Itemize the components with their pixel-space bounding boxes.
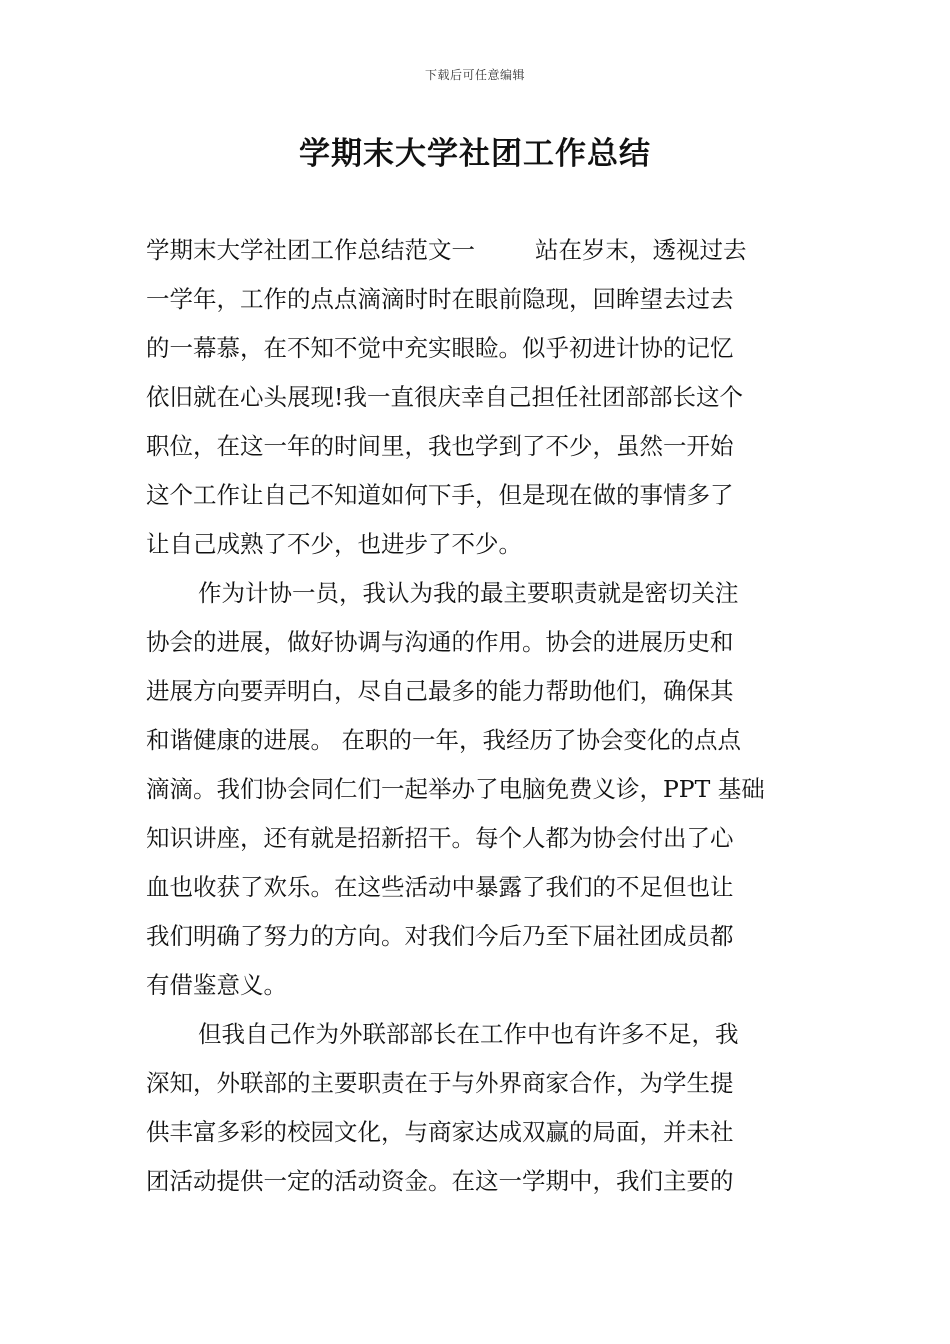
paragraph-1-line-6: 这个工作让自己不知道如何下手，但是现在做的事情多了 <box>146 481 734 509</box>
paragraph-3-line-2: 深知，外联部的主要职责在于与外界商家合作，为学生提 <box>146 1069 734 1097</box>
paragraph-1-line-5: 职位，在这一年的时间里，我也学到了不少，虽然一开始 <box>146 432 734 460</box>
paragraph-2-line-8: 我们明确了努力的方向。对我们今后乃至下届社团成员都 <box>146 922 734 950</box>
paragraph-2-line-5: 滴滴。我们协会同仁们一起举办了电脑免费义诊，PPT 基础 <box>146 775 765 803</box>
paragraph-1-opening: 站在岁末，透视过去 <box>535 236 747 264</box>
document-body <box>146 226 806 1206</box>
paragraph-2-line-6: 知识讲座，还有就是招新招干。每个人都为协会付出了心 <box>146 824 734 852</box>
document-title: 学期末大学社团工作总结 <box>299 136 651 172</box>
paragraph-2-line-4: 和谐健康的进展。 在职的一年，我经历了协会变化的点点 <box>146 726 741 754</box>
paragraph-2-line-2: 协会的进展，做好协调与沟通的作用。协会的进展历史和 <box>146 628 734 656</box>
paragraph-1-line-3: 的一幕慕，在不知不觉中充实眼睑。似乎初进计协的记忆 <box>146 334 734 362</box>
paragraph-3-line-1: 但我自己作为外联部部长在工作中也有许多不足，我 <box>198 1020 739 1048</box>
header-note: 下载后可任意编辑 <box>424 68 525 82</box>
subtitle-text: 学期末大学社团工作总结范文一 <box>146 236 475 264</box>
paragraph-2-line-1: 作为计协一员，我认为我的最主要职责就是密切关注 <box>198 579 739 607</box>
paragraph-2-line-9: 有借鉴意义。 <box>146 971 287 999</box>
paragraph-1-line-7: 让自己成熟了不少，也进步了不少。 <box>146 530 522 558</box>
paragraph-2-line-7: 血也收获了欢乐。在这些活动中暴露了我们的不足但也让 <box>146 873 734 901</box>
paragraph-1-line-2: 一学年，工作的点点滴滴时时在眼前隐现，回眸望去过去 <box>146 285 734 313</box>
paragraph-3-line-3: 供丰富多彩的校园文化，与商家达成双赢的局面，并未社 <box>146 1118 734 1146</box>
paragraph-3-line-4: 团活动提供一定的活动资金。在这一学期中，我们主要的 <box>146 1167 734 1195</box>
paragraph-1-line-1 <box>146 226 806 275</box>
paragraph-2-line-3: 进展方向要弄明白，尽自己最多的能力帮助他们，确保其 <box>146 677 734 705</box>
paragraph-1-line-4: 依旧就在心头展现!我一直很庆幸自己担任社团部部长这个 <box>146 383 743 411</box>
